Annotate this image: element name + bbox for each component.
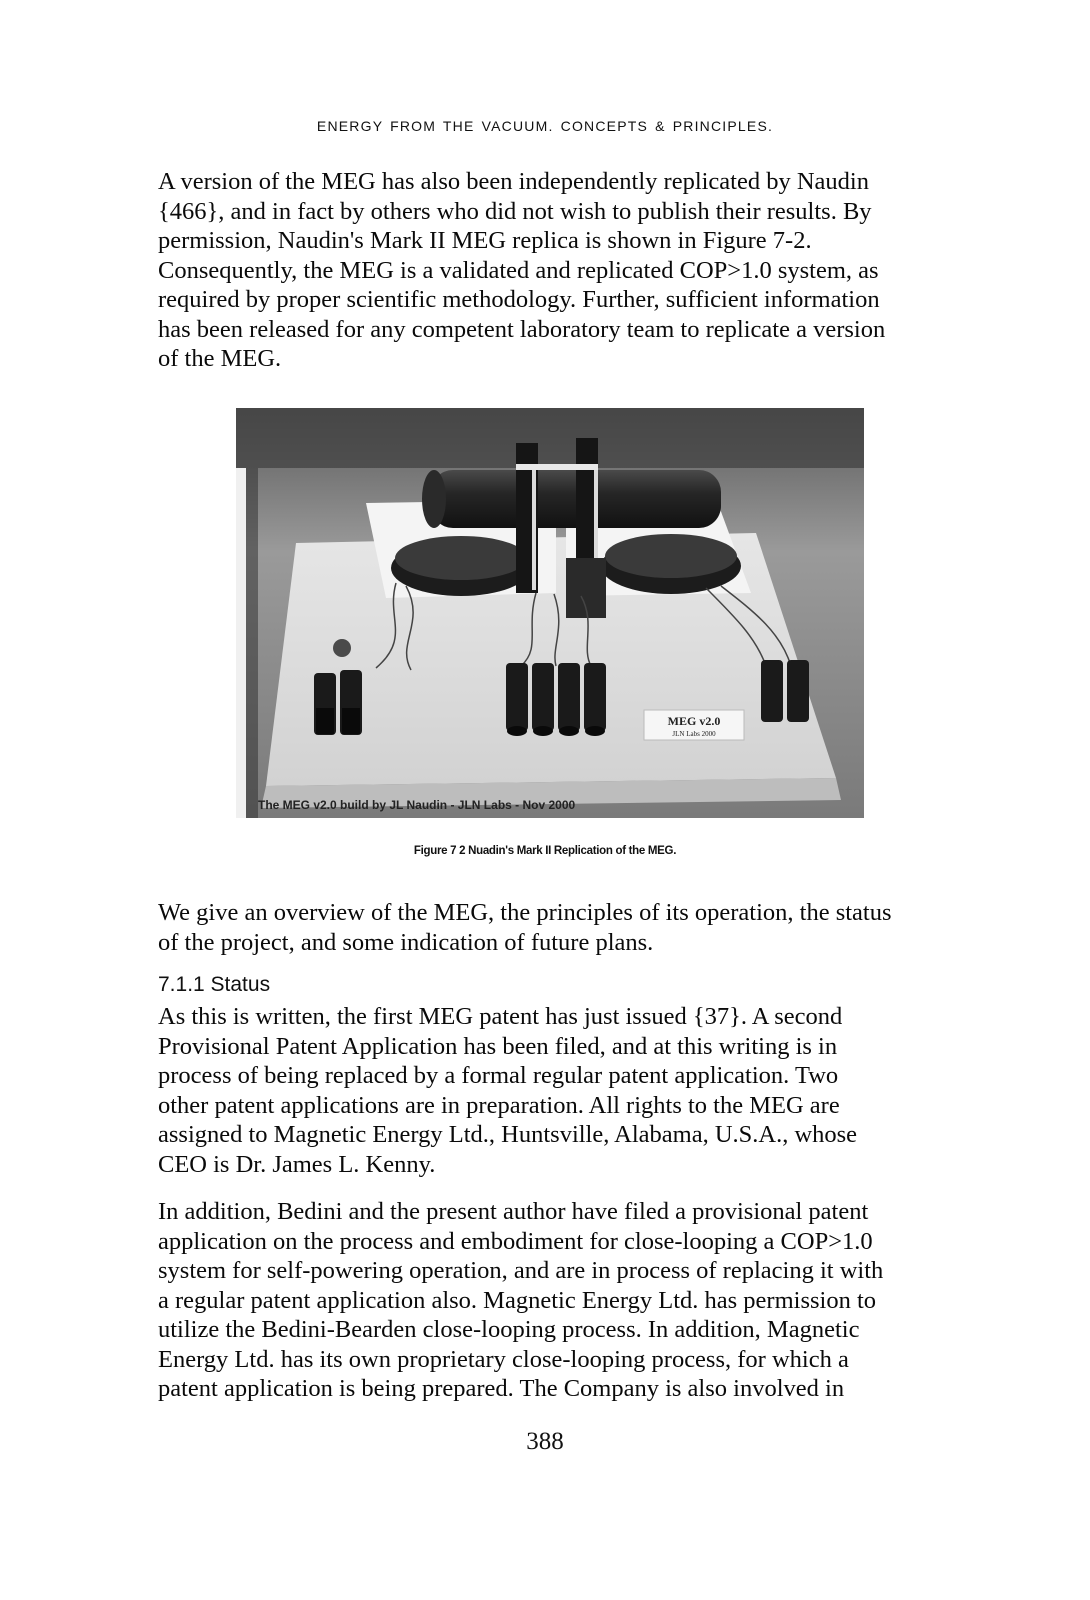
- text-line: application on the process and embodiment for close-looping a COP>1.0: [158, 1227, 873, 1255]
- text-line: system for self-powering operation, and are in process of replacing it with: [158, 1257, 884, 1284]
- text-line: has been released for any competent laboratory team to replicate a version: [158, 315, 886, 343]
- sensor-disc: [333, 639, 351, 657]
- text-line: of the MEG.: [158, 345, 282, 372]
- text-line: a regular patent application also. Magnetic Energy Ltd. has permission to: [158, 1286, 877, 1314]
- text-line: Energy Ltd. has its own proprietary close-looping process, for which a: [158, 1345, 849, 1373]
- text-line: other patent applications are in preparation. All rights to the MEG are: [158, 1091, 840, 1119]
- text-line: assigned to Magnetic Energy Ltd., Huntsville, Alabama, U.S.A., whose: [158, 1121, 858, 1148]
- photo-left-edge: [236, 468, 246, 818]
- text-line: required by proper scientific methodology. Further, sufficient information: [158, 286, 880, 313]
- text-line: patent application is being prepared. The Company is also involved in: [158, 1375, 845, 1402]
- text-line: Consequently, the MEG is a validated and replicated COP>1.0 system, as: [158, 256, 879, 284]
- text-line: In addition, Bedini and the present author have filed a provisional patent: [158, 1198, 869, 1225]
- text-line: process of being replaced by a formal regular patent application. Two: [158, 1062, 839, 1089]
- section-heading: 7.1.1 Status: [158, 973, 271, 996]
- figure-caption: Figure 7 2 Nuadin's Mark II Replication of the MEG.: [413, 845, 677, 857]
- meg-label-subtitle: JLN Labs 2000: [672, 730, 716, 738]
- text-line: {466}, and in fact by others who did not wish to publish their results. By: [158, 197, 872, 225]
- text-line: A version of the MEG has also been independently replicated by Naudin: [158, 168, 869, 195]
- running-head: ENERGY FROM THE VACUUM. CONCEPTS & PRINCIPLES.: [316, 118, 774, 134]
- meg-label-title: MEG v2.0: [667, 714, 721, 728]
- paragraph-4: [158, 1197, 958, 1404]
- page-number: 388: [526, 1428, 564, 1455]
- photo-credit: The MEG v2.0 build by JL Naudin - JLN Labs - Nov 2000: [258, 798, 576, 812]
- text-line: Provisional Patent Application has been filed, and at this writing is in: [158, 1032, 838, 1060]
- text-line: utilize the Bedini-Bearden close-looping process. In addition, Magnetic: [158, 1316, 860, 1343]
- paragraph-1: [158, 167, 958, 374]
- text-line: of the project, and some indication of future plans.: [158, 928, 654, 956]
- text-line: We give an overview of the MEG, the principles of its operation, the status: [158, 899, 892, 926]
- paragraph-2: [158, 898, 958, 957]
- figure-photo: [236, 408, 864, 818]
- meg-device-photo: [236, 408, 864, 818]
- text-line: As this is written, the first MEG patent has just issued {37}. A second: [158, 1003, 843, 1030]
- text-line: CEO is Dr. James L. Kenny.: [158, 1150, 436, 1178]
- text-line: permission, Naudin's Mark II MEG replica is shown in Figure 7-2.: [158, 227, 812, 254]
- paragraph-3: [158, 1002, 958, 1179]
